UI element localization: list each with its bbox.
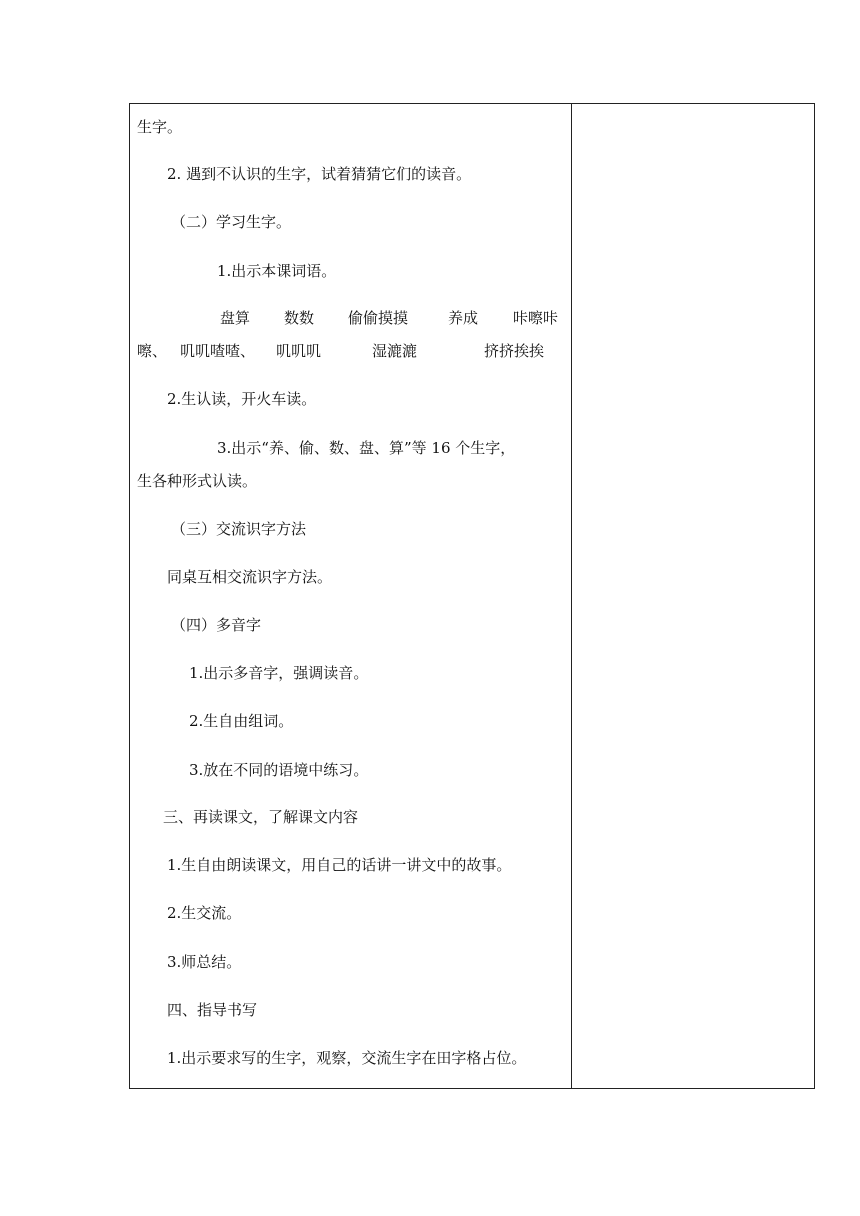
vocab-word: 咔嚓咔 — [513, 309, 559, 327]
text-line: 3.师总结。 — [167, 953, 242, 971]
text-line: 1.出示要求写的生字，观察，交流生字在田字格占位。 — [167, 1049, 527, 1067]
vocab-word: 数数 — [284, 309, 315, 327]
text-line: 1.出示本课词语。 — [217, 262, 337, 280]
section-heading: 三、再读课文，了解课文内容 — [163, 808, 359, 826]
text-line: 3.出示“养、偷、数、盘、算”等 16 个生字， — [217, 439, 516, 457]
section-heading: （二）学习生字。 — [171, 213, 292, 231]
lesson-table — [129, 103, 815, 1089]
text-line: 同桌互相交流识字方法。 — [167, 568, 333, 586]
section-heading: （三）交流识字方法 — [171, 520, 307, 538]
vocab-word: 养成 — [448, 309, 479, 327]
text-line: 2.生认读，开火车读。 — [167, 390, 317, 408]
text-line: 生字。 — [137, 118, 183, 136]
text-line: 1.出示多音字，强调读音。 — [189, 664, 369, 682]
section-heading: 四、指导书写 — [167, 1001, 258, 1019]
vocab-word: 叽叽叽 — [276, 342, 322, 360]
text-line: 2.生自由组词。 — [189, 712, 294, 730]
vocab-word: 湿漉漉 — [372, 342, 418, 360]
vocab-word: 挤挤挨挨 — [484, 342, 545, 360]
vocab-word: 盘算 — [220, 309, 251, 327]
text-line: 1.生自由朗读课文，用自己的话讲一讲文中的故事。 — [167, 856, 512, 874]
notes-cell — [573, 104, 814, 1088]
vocab-word: 叽叽喳喳、 — [180, 342, 256, 360]
column-divider — [571, 104, 572, 1088]
vocab-word: 嚓、 — [137, 342, 168, 360]
text-line: 生各种形式认读。 — [137, 472, 258, 490]
section-heading: （四）多音字 — [171, 616, 262, 634]
vocab-word: 偷偷摸摸 — [348, 309, 409, 327]
text-line: 3.放在不同的语境中练习。 — [189, 761, 369, 779]
text-line: 2. 遇到不认识的生字，试着猜猜它们的读音。 — [167, 165, 472, 183]
text-line: 2.生交流。 — [167, 904, 242, 922]
